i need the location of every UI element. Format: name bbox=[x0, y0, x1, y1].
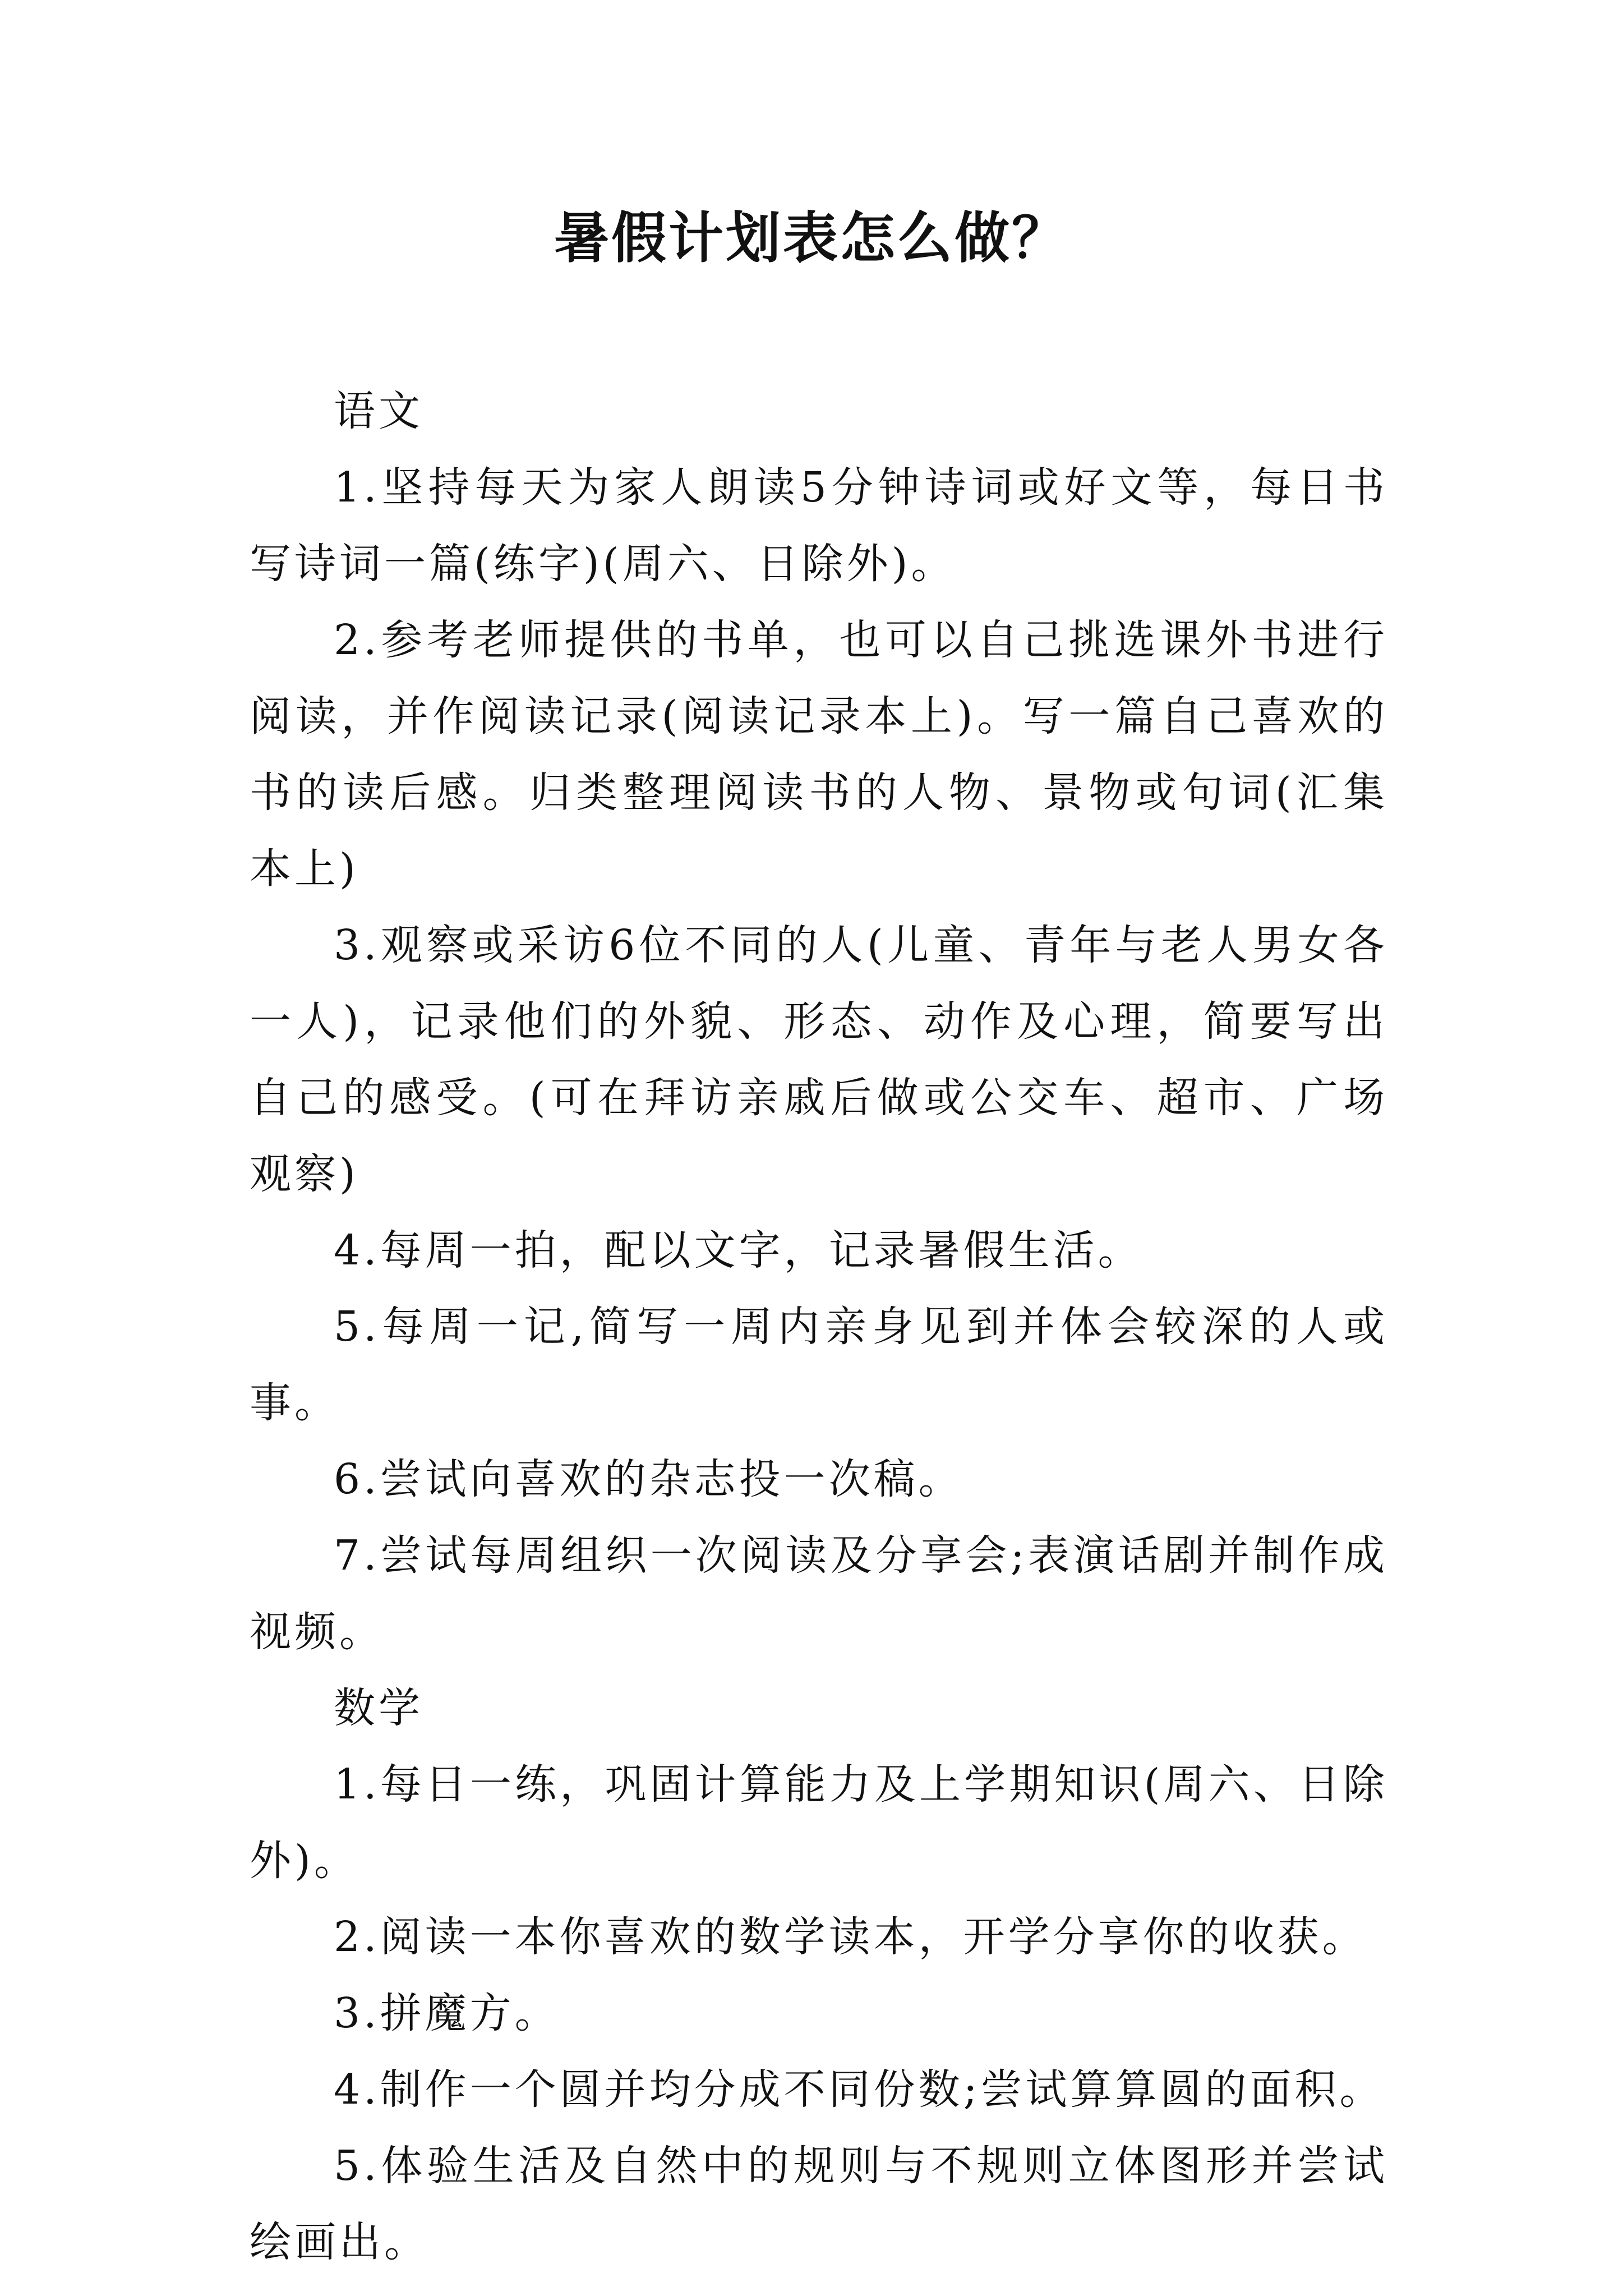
chinese-item-7: 7.尝试每周组织一次阅读及分享会;表演话剧并制作成视频。 bbox=[250, 1531, 1388, 1656]
math-item-1: 1.每日一练，巩固计算能力及上学期知识(周六、日除外)。 bbox=[250, 1760, 1388, 1885]
chinese-item-4: 4.每周一拍，配以文字，记录暑假生活。 bbox=[334, 1226, 1143, 1274]
chinese-item-6: 6.尝试向喜欢的杂志投一次稿。 bbox=[334, 1455, 963, 1503]
section-heading-math: 数学 bbox=[334, 1684, 423, 1732]
document-body bbox=[250, 373, 1388, 2280]
math-item-2: 2.阅读一本你喜欢的数学读本，开学分享你的收获。 bbox=[334, 1913, 1367, 1961]
math-item-3: 3.拼魔方。 bbox=[334, 1989, 560, 2037]
math-item-5: 5.体验生活及自然中的规则与不规则立体图形并尝试绘画出。 bbox=[250, 2142, 1388, 2266]
page-title: 暑假计划表怎么做？ bbox=[554, 206, 1069, 270]
section-heading-chinese: 语文 bbox=[334, 387, 423, 435]
chinese-item-3: 3.观察或采访6位不同的人(儿童、青年与老人男女各一人)，记录他们的外貌、形态、动作及心理，简要写出自己的感受。(可在拜访亲戚后做或公交车、超市、广场观察) bbox=[250, 921, 1388, 1198]
chinese-item-5: 5.每周一记,简写一周内亲身见到并体会较深的人或事。 bbox=[250, 1303, 1388, 1427]
chinese-item-2: 2.参考老师提供的书单，也可以自己挑选课外书进行阅读，并作阅读记录(阅读记录本上)。写一篇自己喜欢的书的读后感。归类整理阅读书的人物、景物或句词(汇集本上) bbox=[250, 616, 1388, 893]
math-item-4: 4.制作一个圆并均分成不同份数;尝试算算圆的面积。 bbox=[334, 2065, 1385, 2114]
chinese-item-1: 1.坚持每天为家人朗读5分钟诗词或好文等，每日书写诗词一篇(练字)(周六、日除外)。 bbox=[250, 463, 1388, 588]
